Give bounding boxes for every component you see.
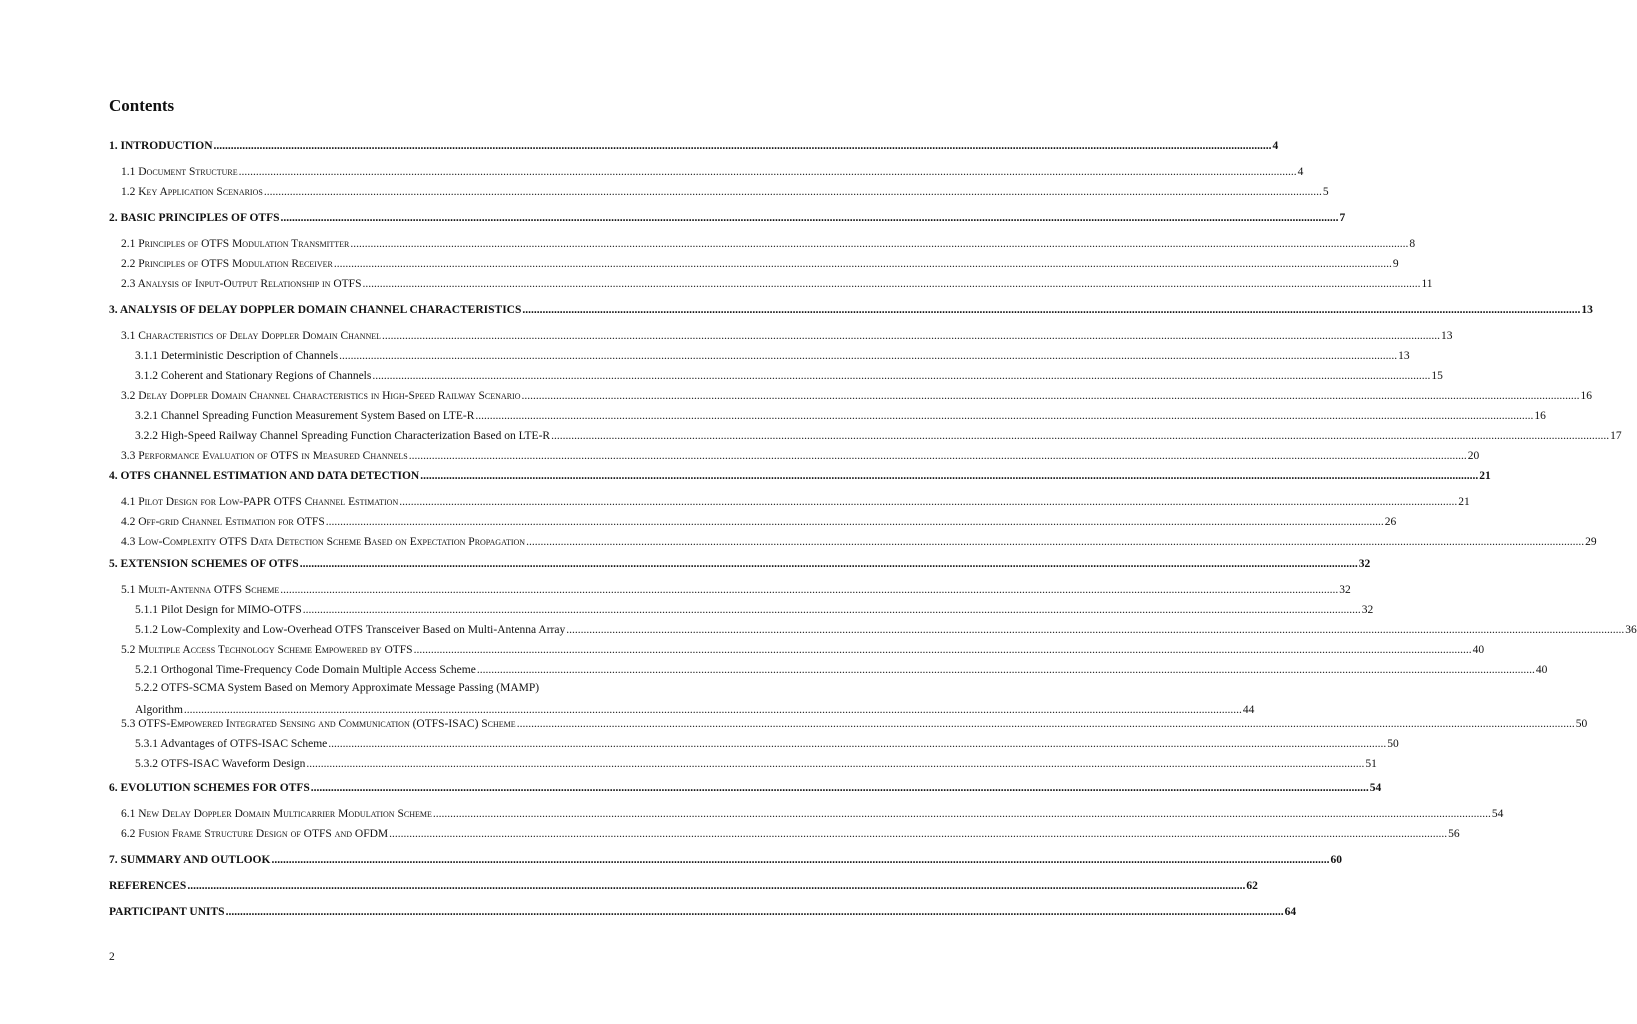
toc-leader-dots [334, 257, 1392, 271]
toc-leader-dots [477, 663, 1535, 677]
toc-leader-dots [306, 757, 1364, 771]
toc-entry[interactable] [109, 367, 1443, 383]
toc-leader-dots [551, 429, 1609, 443]
toc-entry-page: 56 [1448, 828, 1460, 840]
toc-entry-page: 16 [1534, 410, 1546, 422]
toc-entry-page: 40 [1535, 664, 1548, 676]
toc-entry-page: 60 [1330, 854, 1342, 866]
toc-entry-page: 9 [1392, 258, 1399, 270]
toc-leader-dots [566, 623, 1624, 637]
toc-entry[interactable] [109, 327, 1453, 343]
toc-entry[interactable] [109, 805, 1504, 821]
toc-entry-page: 54 [1369, 782, 1382, 794]
toc-leader-dots [433, 807, 1491, 821]
toc-entry-page: 11 [1421, 278, 1433, 290]
toc-entry-page: 16 [1580, 390, 1592, 402]
toc-entry[interactable] [109, 137, 1279, 153]
toc-leader-dots [414, 643, 1472, 657]
toc-entry-page: 54 [1491, 808, 1504, 820]
toc-leader-dots [382, 329, 1440, 343]
toc-leader-dots [264, 185, 1322, 199]
page-title: Contents [109, 96, 175, 115]
toc-leader-dots [517, 717, 1575, 731]
toc-entry-title: 2. BASIC PRINCIPLES OF OTFS [109, 212, 280, 224]
toc-entry-title: 2.3 Analysis of Input-Output Relationship in OTFS [121, 278, 362, 290]
toc-entry-page: 62 [1246, 880, 1258, 892]
toc-entry-title: 4. OTFS CHANNEL ESTIMATION AND DATA DETECTION [109, 470, 420, 482]
toc-entry-page: 15 [1431, 370, 1443, 382]
toc-entry-title: 3.2.1 Channel Spreading Function Measurement System Based on LTE-R [135, 410, 475, 422]
toc-leader-dots [271, 853, 1329, 867]
toc-entry-page: 4 [1272, 140, 1279, 152]
toc-entry-page: 51 [1365, 758, 1377, 770]
toc-entry[interactable] [109, 641, 1485, 657]
toc-leader-dots [522, 303, 1580, 317]
toc-entry[interactable] [109, 493, 1470, 509]
toc-entry-title: 5.2.1 Orthogonal Time-Frequency Code Domain Multiple Access Scheme [135, 664, 476, 676]
toc-leader-dots [420, 469, 1478, 483]
toc-entry[interactable] [109, 301, 1593, 317]
toc-entry-title: 3.1.2 Coherent and Stationary Regions of Channels [135, 370, 372, 382]
toc-entry[interactable] [109, 467, 1491, 483]
toc-entry[interactable] [109, 209, 1346, 225]
toc-entry-page: 5 [1322, 186, 1329, 198]
toc-entry[interactable] [109, 661, 1548, 677]
toc-entry-title: 5.2 Multiple Access Technology Scheme Empowered by OTFS [121, 644, 413, 656]
toc-leader-dots [339, 349, 1397, 363]
toc-leader-dots [281, 211, 1339, 225]
toc-entry-title: 5.1 Multi-Antenna OTFS Scheme [121, 584, 280, 596]
toc-entry-title: 4.2 Off-grid Channel Estimation for OTFS [121, 516, 325, 528]
toc-leader-dots [187, 879, 1245, 893]
page-number: 2 [109, 951, 115, 963]
toc-entry[interactable] [109, 387, 1592, 403]
toc-entry[interactable] [109, 851, 1342, 867]
toc-leader-dots [521, 389, 1579, 403]
toc-leader-dots [409, 449, 1467, 463]
toc-entry[interactable] [109, 825, 1460, 841]
toc-entry-title: 2.2 Principles of OTFS Modulation Receiver [121, 258, 333, 270]
toc-entry-page: 13 [1441, 330, 1453, 342]
toc-entry-page: 29 [1585, 536, 1597, 548]
toc-leader-dots [328, 737, 1386, 751]
toc-leader-dots [280, 583, 1338, 597]
toc-entry[interactable] [109, 163, 1304, 179]
toc-entry-page: 26 [1384, 516, 1397, 528]
toc-entry[interactable] [109, 407, 1546, 423]
toc-entry-title: 7. SUMMARY AND OUTLOOK [109, 854, 271, 866]
toc-entry-title: 6. EVOLUTION SCHEMES FOR OTFS [109, 782, 310, 794]
toc-entry-page: 21 [1479, 470, 1491, 482]
toc-entry[interactable] [109, 903, 1297, 919]
toc-leader-dots [399, 495, 1457, 509]
toc-entry-page: 50 [1387, 738, 1399, 750]
toc-leader-dots [326, 515, 1384, 529]
toc-leader-dots [300, 557, 1358, 571]
toc-entry-title: 6.2 Fusion Frame Structure Design of OTFS and OFDM [121, 828, 389, 840]
toc-entry-title: 3.1.1 Deterministic Description of Channels [135, 350, 339, 362]
toc-entry-page: 50 [1575, 718, 1588, 730]
toc-leader-dots [214, 139, 1272, 153]
toc-entry-page: 44 [1242, 704, 1255, 716]
toc-entry[interactable] [109, 735, 1399, 751]
toc-leader-dots [372, 369, 1430, 383]
toc-entry-page: 13 [1581, 304, 1593, 316]
toc-entry[interactable] [109, 581, 1351, 597]
toc-entry-title: 3. ANALYSIS OF DELAY DOPPLER DOMAIN CHANNEL CHARACTERISTICS [109, 304, 522, 316]
toc-entry-title: 3.1 Characteristics of Delay Doppler Domain Channel [121, 330, 382, 342]
toc-entry[interactable] [109, 183, 1329, 199]
toc-entry-title: 5.1.1 Pilot Design for MIMO-OTFS [135, 604, 302, 616]
toc-entry-page: 7 [1339, 212, 1346, 224]
toc-leader-dots [303, 603, 1361, 617]
toc-entry[interactable] [109, 235, 1416, 251]
toc-entry-page: 8 [1409, 238, 1416, 250]
toc-entry[interactable] [109, 275, 1433, 291]
toc-entry-page: 21 [1458, 496, 1470, 508]
toc-entry-title: 1.1 Document Structure [121, 166, 238, 178]
toc-entry-title: 5.3 OTFS-Empowered Integrated Sensing and Communication (OTFS-ISAC) Scheme [121, 718, 516, 730]
toc-entry-title: Algorithm [135, 704, 183, 716]
toc-entry-page: 32 [1358, 558, 1371, 570]
toc-entry-page: 64 [1284, 906, 1297, 918]
toc-entry-title: 5.3.1 Advantages of OTFS-ISAC Scheme [135, 738, 328, 750]
toc-entry[interactable] [109, 347, 1410, 363]
toc-entry[interactable] [109, 555, 1371, 571]
toc-entry[interactable] [109, 621, 1637, 637]
toc-entry-page: 32 [1361, 604, 1374, 616]
toc-entry-title: 4.3 Low-Complexity OTFS Data Detection Scheme Based on Expectation Propagation [121, 536, 526, 548]
toc-entry[interactable] [109, 447, 1480, 463]
toc-leader-dots [226, 905, 1284, 919]
toc-entry-title: 2.1 Principles of OTFS Modulation Transmitter [121, 238, 350, 250]
toc-entry-title: 5.3.2 OTFS-ISAC Waveform Design [135, 758, 306, 770]
toc-leader-dots [362, 277, 1420, 291]
toc-entry-page: 20 [1467, 450, 1480, 462]
toc-entry-page: 17 [1610, 430, 1622, 442]
toc-entry[interactable] [109, 601, 1374, 617]
toc-leader-dots [350, 237, 1408, 251]
toc-entry[interactable] [109, 255, 1399, 271]
toc-entry-title: PARTICIPANT UNITS [109, 906, 225, 918]
toc-leader-dots [475, 409, 1533, 423]
toc-entry-page: 36 [1625, 624, 1637, 636]
toc-entry[interactable] [109, 427, 1622, 443]
toc-entry[interactable] [109, 533, 1597, 549]
toc-entry-page: 40 [1472, 644, 1485, 656]
toc-entry-title: 5.1.2 Low-Complexity and Low-Overhead OTFS Transceiver Based on Multi-Antenna Array [135, 624, 566, 636]
toc-entry[interactable] [109, 715, 1588, 731]
toc-entry-title: REFERENCES [109, 880, 187, 892]
toc-entry-title: 1.2 Key Application Scenarios [121, 186, 263, 198]
toc-entry[interactable] [109, 755, 1377, 771]
toc-leader-dots [239, 165, 1297, 179]
toc-entry-title: 4.1 Pilot Design for Low-PAPR OTFS Channel Estimation [121, 496, 399, 508]
toc-leader-dots [389, 827, 1447, 841]
toc-entry-title: 6.1 New Delay Doppler Domain Multicarrier Modulation Scheme [121, 808, 432, 820]
toc-leader-dots [526, 535, 1584, 549]
toc-entry-page: 32 [1339, 584, 1351, 596]
toc-entry[interactable] [109, 877, 1258, 893]
toc-entry[interactable] [109, 513, 1397, 529]
toc-leader-dots [311, 781, 1369, 795]
toc-entry[interactable] [109, 779, 1382, 795]
toc-entry-title: 3.2.2 High-Speed Railway Channel Spreading Function Characterization Based on LTE-R [135, 430, 551, 442]
toc-entry-title: 5. EXTENSION SCHEMES OF OTFS [109, 558, 299, 570]
toc-entry-title: 3.3 Performance Evaluation of OTFS in Measured Channels [121, 450, 408, 462]
toc-entry-title-line[interactable]: 5.2.2 OTFS-SCMA System Based on Memory Approximate Message Passing (MAMP) [135, 682, 540, 694]
toc-entry-page: 13 [1398, 350, 1410, 362]
toc-entry-title: 3.2 Delay Doppler Domain Channel Characteristics in High-Speed Railway Scenario [121, 390, 521, 402]
toc-entry-title: 1. INTRODUCTION [109, 140, 213, 152]
toc-entry-page: 4 [1297, 166, 1304, 178]
